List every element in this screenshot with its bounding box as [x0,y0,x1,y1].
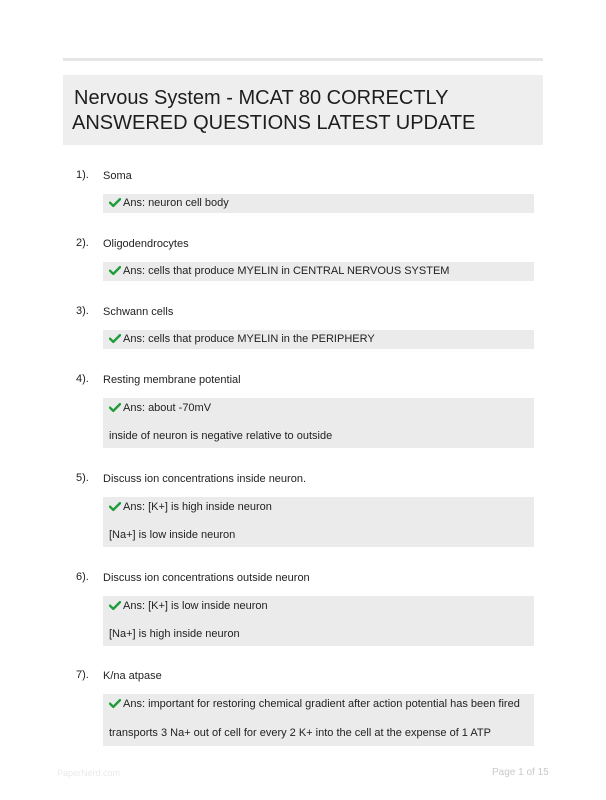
question-text: Oligodendrocytes [103,238,189,250]
check-icon [109,403,121,413]
check-icon [109,601,121,611]
question-text: Discuss ion concentrations inside neuron. [103,473,307,485]
question-number: 5). [76,472,89,484]
document-title-line-1: Nervous System - MCAT 80 CORRECTLY [74,87,449,109]
question-text: Soma [103,170,132,182]
answer-detail: transports 3 Na+ out of cell for every 2 K+ into the cell at the expense of 1 ATP [109,727,491,739]
answer-detail: [Na+] is high inside neuron [109,628,240,640]
question-number: 6). [76,571,89,583]
question-text: K/na atpase [103,670,162,682]
answer-box-6 [103,596,534,646]
answer-box-1 [103,194,534,213]
answer-text: Ans: cells that produce MYELIN in CENTRAL NERVOUS SYSTEM [123,265,450,277]
answer-text: Ans: cells that produce MYELIN in the PERIPHERY [123,333,375,345]
check-icon [109,699,121,709]
answer-text: Ans: neuron cell body [123,197,229,209]
check-icon [109,502,121,512]
answer-text: Ans: [K+] is high inside neuron [123,501,272,513]
question-text: Discuss ion concentrations outside neuron [103,572,310,584]
check-icon [109,198,121,208]
answer-box-4 [103,398,534,448]
check-icon [109,334,121,344]
question-number: 3). [76,305,89,317]
top-divider [63,58,543,61]
question-number: 4). [76,373,89,385]
question-text: Schwann cells [103,306,174,318]
question-number: 7). [76,669,89,681]
page-indicator: Page 1 of 15 [492,767,549,778]
footer-watermark: PaperNerd.com [57,768,121,778]
answer-box-2 [103,262,534,281]
answer-text: Ans: important for restoring chemical gradient after action potential has been fired [123,698,520,710]
question-number: 2). [76,237,89,249]
answer-detail: inside of neuron is negative relative to outside [109,430,333,442]
check-icon [109,266,121,276]
document-header [63,75,543,145]
question-number: 1). [76,169,89,181]
answer-box-3 [103,330,534,349]
answer-detail: [Na+] is low inside neuron [109,529,236,541]
answer-box-7 [103,694,534,746]
answer-text: Ans: [K+] is low inside neuron [123,600,268,612]
answer-text: Ans: about -70mV [123,402,212,414]
question-text: Resting membrane potential [103,374,241,386]
document-title-line-2: ANSWERED QUESTIONS LATEST UPDATE [72,112,476,134]
answer-box-5 [103,497,534,547]
